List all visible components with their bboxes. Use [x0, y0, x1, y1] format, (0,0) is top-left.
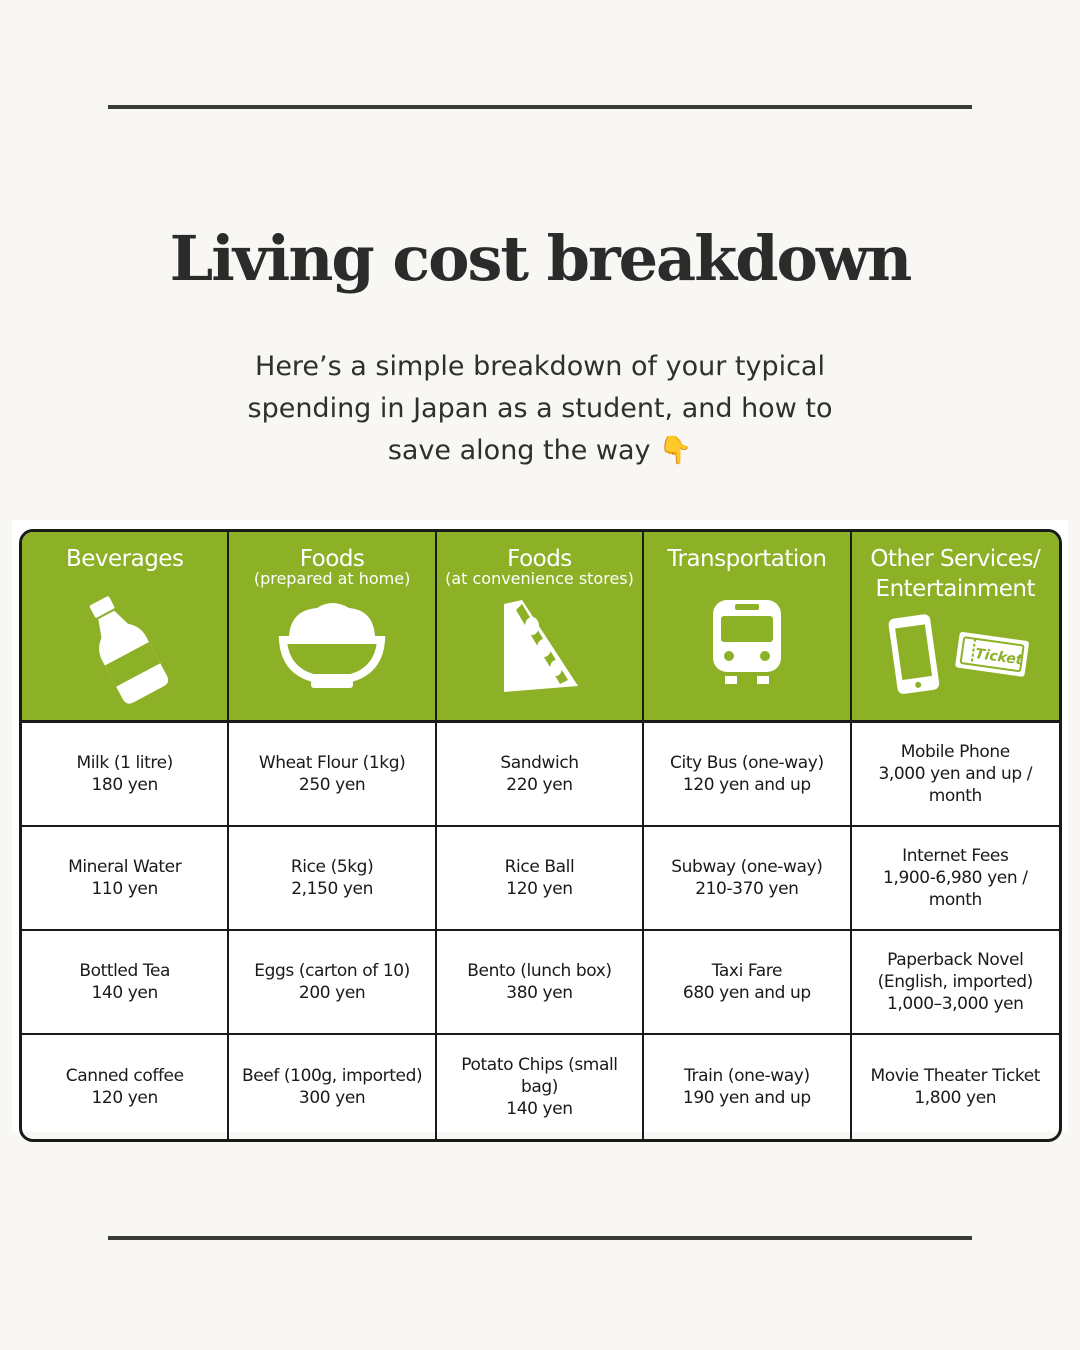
item-price: 140 yen — [91, 983, 158, 1003]
top-divider — [108, 105, 972, 109]
item-price: 1,800 yen — [914, 1088, 997, 1108]
table-cell-beverages — [22, 1035, 229, 1139]
table-cell-transportation — [644, 931, 851, 1035]
table-cell-other-services — [852, 827, 1059, 931]
pointing-down-emoji: 👇 — [658, 435, 693, 466]
item-price: 120 yen — [91, 1088, 158, 1108]
column-title: Foods — [507, 546, 572, 572]
item-price: 120 yen and up — [682, 775, 811, 795]
item-price: 1,900-6,980 yen / month — [883, 868, 1028, 910]
table-row — [22, 1035, 1059, 1139]
item-price: 2,150 yen — [291, 879, 373, 899]
item-price: 380 yen — [506, 983, 573, 1003]
item-price: 180 yen — [91, 775, 158, 795]
item-price: 200 yen — [298, 983, 366, 1003]
column-title: Other Services/ Entertainment — [870, 546, 1041, 602]
item-name: Beef (100g, imported) — [241, 1066, 423, 1086]
table-cell-transportation — [644, 723, 851, 827]
table-cell-foods-convenience — [437, 827, 644, 931]
item-name: Mobile Phone — [900, 742, 1010, 762]
column-subtitle: (prepared at home) — [253, 569, 411, 588]
table-cell-beverages — [22, 827, 229, 931]
table-cell-foods-convenience — [437, 1035, 644, 1139]
table-row — [22, 723, 1059, 827]
column-header-other-services — [852, 532, 1059, 723]
item-name: Potato Chips (small bag) — [461, 1055, 618, 1097]
table-cell-foods-convenience — [437, 931, 644, 1035]
rice-bowl-icon — [277, 596, 387, 692]
item-price: 1,000–3,000 yen — [887, 994, 1024, 1014]
item-price: 680 yen and up — [682, 983, 811, 1003]
column-header-foods-convenience — [437, 532, 644, 723]
item-name: Taxi Fare — [711, 961, 783, 981]
table-cell-transportation — [644, 1035, 851, 1139]
header-row — [22, 532, 1059, 723]
table-cell-foods-convenience — [437, 723, 644, 827]
item-price: 210-370 yen — [695, 879, 799, 899]
table-cell-other-services — [852, 931, 1059, 1035]
column-title: Beverages — [65, 546, 184, 572]
item-price: 300 yen — [298, 1088, 366, 1108]
table-cell-other-services — [852, 1035, 1059, 1139]
cost-table — [19, 529, 1062, 1142]
item-name: Sandwich — [500, 753, 579, 773]
column-title: Foods — [299, 546, 365, 572]
item-name: Rice Ball — [504, 857, 575, 877]
page-subtitle — [220, 346, 860, 472]
item-name: Mineral Water — [68, 857, 182, 877]
item-name: Bento (lunch box) — [467, 961, 612, 981]
train-icon — [707, 596, 787, 688]
item-price: 3,000 yen and up / month — [878, 764, 1033, 806]
item-name: Canned coffee — [65, 1066, 184, 1086]
item-price: 140 yen — [506, 1099, 573, 1119]
table-cell-other-services — [852, 723, 1059, 827]
item-name: Internet Fees — [902, 846, 1009, 866]
ticket-label: Ticket — [974, 646, 1024, 669]
item-name: City Bus (one-way) — [670, 753, 824, 773]
table-cell-foods-home — [229, 827, 436, 931]
item-price: 110 yen — [91, 879, 158, 899]
item-name: Subway (one-way) — [671, 857, 823, 877]
cost-table-panel — [12, 520, 1068, 1132]
item-name: Train (one-way) — [684, 1066, 810, 1086]
table-cell-beverages — [22, 931, 229, 1035]
item-name: Movie Theater Ticket — [870, 1066, 1041, 1086]
item-name: Rice (5kg) — [290, 857, 374, 877]
table-cell-transportation — [644, 827, 851, 931]
table-row — [22, 827, 1059, 931]
column-title: Transportation — [667, 546, 827, 572]
bottom-divider — [108, 1236, 972, 1240]
item-price: 190 yen and up — [682, 1088, 811, 1108]
phone-ticket-icon — [875, 610, 1035, 700]
table-cell-foods-home — [229, 1035, 436, 1139]
item-price: 250 yen — [298, 775, 366, 795]
table-cell-foods-home — [229, 931, 436, 1035]
item-name: Wheat Flour (1kg) — [258, 753, 406, 773]
column-header-beverages — [22, 532, 229, 723]
item-name: Milk (1 litre) — [76, 753, 173, 773]
item-name: Bottled Tea — [79, 961, 171, 981]
sandwich-icon — [494, 596, 584, 696]
column-header-transportation — [644, 532, 851, 723]
table-cell-foods-home — [229, 723, 436, 827]
item-name: Eggs (carton of 10) — [254, 961, 410, 981]
bottle-icon — [65, 588, 185, 706]
item-name: Paperback Novel (English, imported) — [877, 950, 1033, 992]
item-price: 220 yen — [506, 775, 573, 795]
table-cell-beverages — [22, 723, 229, 827]
page-title: Living cost breakdown — [169, 222, 911, 295]
item-price: 120 yen — [506, 879, 573, 899]
table-row — [22, 931, 1059, 1035]
column-subtitle: (at convenience stores) — [445, 569, 634, 588]
column-header-foods-home — [229, 532, 436, 723]
subtitle-text: Here’s a simple breakdown of your typical spending in Japan as a student, and how to save along the way — [247, 351, 833, 466]
